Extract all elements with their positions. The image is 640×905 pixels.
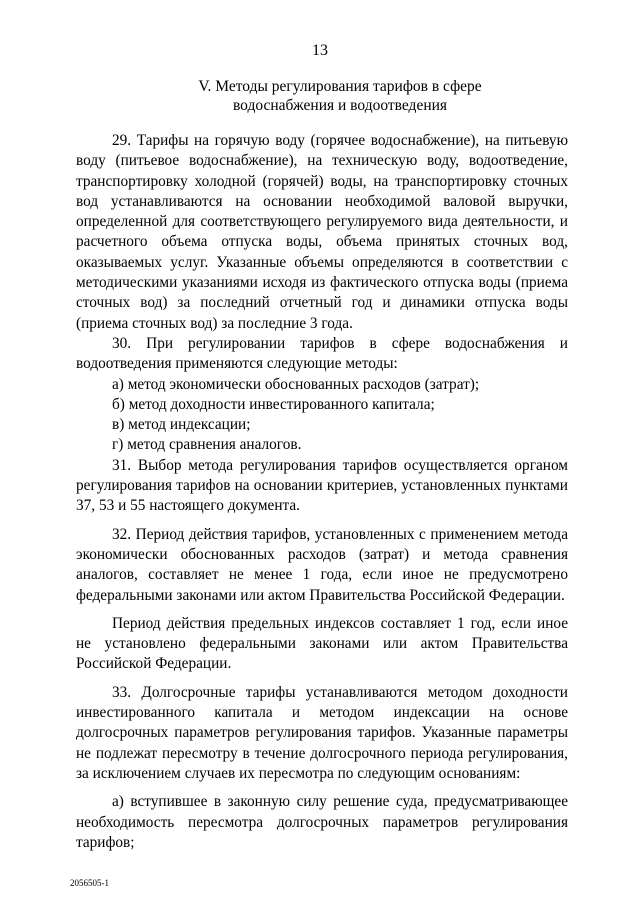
paragraph-30: 30. При регулировании тарифов в сфере водоснабжения и водоотведения применяются следующие методы: (76, 334, 568, 373)
paragraph-33: 33. Долгосрочные тарифы устанавливаются методом доходности инвестированного капитала и методом индексации на основе долгосрочных параметров регулирования тарифов. Указанные параметры не подлежат пересмотру в течение долгосрочного периода регулирования, за исключением случаев их пересмотра по следующим основаниям: (76, 683, 568, 782)
paragraph-29: 29. Тарифы на горячую воду (горячее водоснабжение), на питьевую воду (питьевое водоснабжение), на техническую воду, водоотведение, транспортировку холодной (горячей) воды, на транспортировку сточных вод устанавливаются на основании необходимой валовой выручки, определенной для соответствующего регулируемого вида деятельности, и расчетного объема отпуска воды, объема принятых сточных вод, оказываемых услуг. Указанные объемы определяются в соответствии с методическими указаниями исходя из фактического отпуска воды (приема сточных вод) за последний отчетный год и динамики отпуска воды (приема сточных вод) за последние 3 года. (76, 132, 568, 332)
paragraph-33-item-a: а) вступившее в законную силу решение суда, предусматривающее необходимость пересмотра долгосрочных параметров регулирования тарифов; (76, 793, 568, 851)
page-number: 13 (312, 42, 328, 59)
section-heading-line-1: V. Методы регулирования тарифов в сфере (198, 78, 482, 95)
document-body (76, 131, 568, 853)
section-heading (120, 77, 560, 115)
list-item-b: б) метод доходности инвестированного капитала; (112, 395, 435, 413)
paragraph-31: 31. Выбор метода регулирования тарифов осуществляется органом регулирования тарифов на основании критериев, установленных пунктами 37, 53 и 55 настоящего документа. (76, 456, 568, 515)
section-heading-line-2: водоснабжения и водоотведения (232, 97, 448, 114)
paragraph-32: 32. Период действия тарифов, установленных с применением метода экономически обоснованных расходов (затрат) и метода сравнения аналогов, составляет не менее 1 года, если иное не предусмотрено федеральными законами или актом Правительства Российской Федерации. (76, 525, 568, 604)
document-code: 2056505-1 (70, 878, 109, 888)
paragraph-32-continued: Период действия предельных индексов составляет 1 год, если иное не установлено федеральными законами или актом Правительства Российской Федерации. (76, 614, 568, 673)
list-item-g: г) метод сравнения аналогов. (112, 436, 302, 454)
list-item-a: а) метод экономически обоснованных расходов (затрат); (112, 375, 480, 393)
list-item-v: в) метод индексации; (112, 416, 251, 434)
